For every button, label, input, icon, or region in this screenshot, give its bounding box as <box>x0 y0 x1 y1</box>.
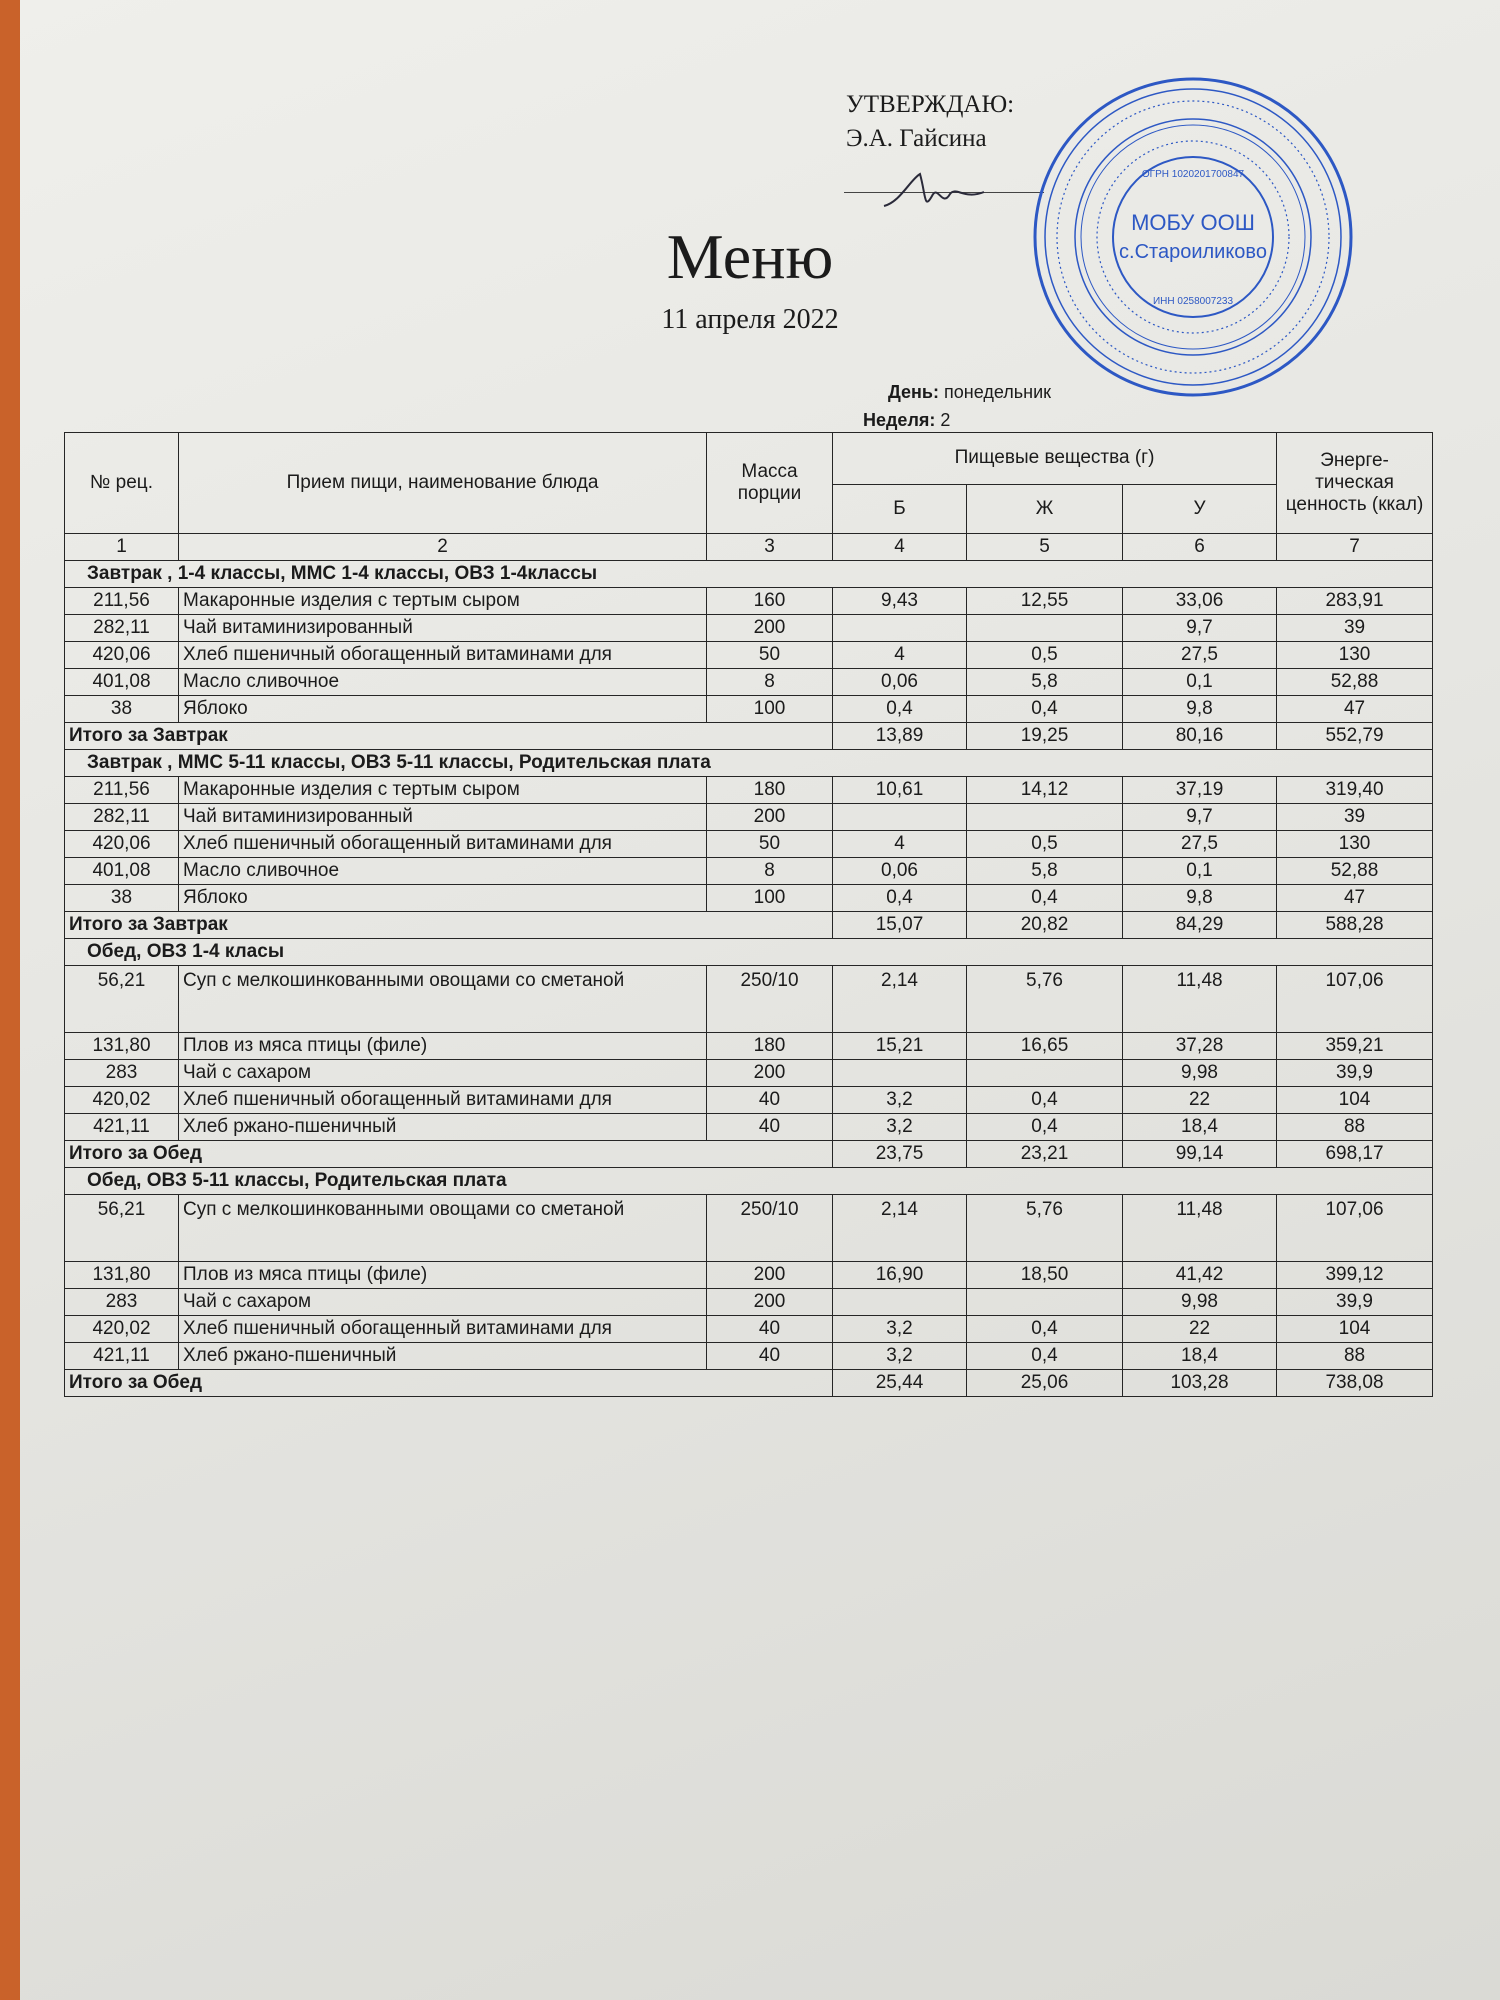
table-row <box>65 804 1433 831</box>
col-number: 6 <box>1123 534 1277 561</box>
table-row <box>65 777 1433 804</box>
total-energy: 698,17 <box>1277 1141 1433 1168</box>
protein-value <box>833 615 967 642</box>
col-header-zh: Ж <box>967 484 1123 534</box>
section-title: Обед, ОВЗ 1-4 класы <box>65 939 1433 966</box>
stamp-ring-2 <box>1045 89 1341 385</box>
recipe-number: 131,80 <box>65 1033 179 1060</box>
total-fat: 23,21 <box>967 1141 1123 1168</box>
dish-name: Хлеб пшеничный обогащенный витаминами для <box>179 1087 707 1114</box>
document-sheet <box>20 0 1500 2000</box>
stamp-ogrn: ОГРН 1020201700847 <box>1141 169 1245 180</box>
energy-value: 104 <box>1277 1316 1433 1343</box>
protein-value: 0,06 <box>833 669 967 696</box>
section-title: Завтрак , 1-4 классы, ММС 1-4 классы, ОВЗ 1-4классы <box>65 561 1433 588</box>
energy-value: 52,88 <box>1277 669 1433 696</box>
dish-name: Чай витаминизированный <box>179 615 707 642</box>
energy-value: 283,91 <box>1277 588 1433 615</box>
carb-value: 11,48 <box>1123 1195 1277 1262</box>
recipe-number: 420,02 <box>65 1087 179 1114</box>
dish-name: Масло сливочное <box>179 669 707 696</box>
total-fat: 20,82 <box>967 912 1123 939</box>
table-row <box>65 885 1433 912</box>
carb-value: 41,42 <box>1123 1262 1277 1289</box>
col-header-mass: Масса порции <box>707 433 833 534</box>
portion-mass: 250/10 <box>707 966 833 1033</box>
table-row <box>65 1289 1433 1316</box>
total-protein: 15,07 <box>833 912 967 939</box>
protein-value: 10,61 <box>833 777 967 804</box>
table-row <box>65 588 1433 615</box>
carb-value: 9,7 <box>1123 615 1277 642</box>
dish-name: Хлеб пшеничный обогащенный витаминами для <box>179 1316 707 1343</box>
recipe-number: 282,11 <box>65 615 179 642</box>
table-row <box>65 1262 1433 1289</box>
portion-mass: 200 <box>707 1289 833 1316</box>
protein-value: 3,2 <box>833 1114 967 1141</box>
day-label: День: <box>888 382 939 402</box>
recipe-number: 421,11 <box>65 1343 179 1370</box>
protein-value: 3,2 <box>833 1343 967 1370</box>
energy-value: 88 <box>1277 1114 1433 1141</box>
dish-name: Хлеб пшеничный обогащенный витаминами для <box>179 831 707 858</box>
portion-mass: 180 <box>707 1033 833 1060</box>
dish-name: Плов из мяса птицы (филе) <box>179 1033 707 1060</box>
table-row <box>65 1316 1433 1343</box>
portion-mass: 200 <box>707 1262 833 1289</box>
fat-value: 0,4 <box>967 696 1123 723</box>
protein-value: 0,06 <box>833 858 967 885</box>
energy-value: 39 <box>1277 804 1433 831</box>
recipe-number: 56,21 <box>65 1195 179 1262</box>
portion-mass: 8 <box>707 669 833 696</box>
week-label: Неделя: <box>863 410 936 430</box>
recipe-number: 420,02 <box>65 1316 179 1343</box>
carb-value: 9,98 <box>1123 1289 1277 1316</box>
total-protein: 13,89 <box>833 723 967 750</box>
fat-value <box>967 1289 1123 1316</box>
day-value: понедельник <box>944 382 1051 402</box>
dish-name: Масло сливочное <box>179 858 707 885</box>
fat-value: 0,5 <box>967 642 1123 669</box>
recipe-number: 420,06 <box>65 642 179 669</box>
fat-value: 5,8 <box>967 669 1123 696</box>
carb-value: 9,7 <box>1123 804 1277 831</box>
portion-mass: 50 <box>707 831 833 858</box>
recipe-number: 283 <box>65 1289 179 1316</box>
col-header-nutrients: Пищевые вещества (г) <box>833 433 1277 485</box>
carb-value: 27,5 <box>1123 642 1277 669</box>
table-row <box>65 1033 1433 1060</box>
col-header-u: У <box>1123 484 1277 534</box>
protein-value: 0,4 <box>833 885 967 912</box>
table-row <box>65 615 1433 642</box>
total-carb: 99,14 <box>1123 1141 1277 1168</box>
carb-value: 33,06 <box>1123 588 1277 615</box>
col-number: 7 <box>1277 534 1433 561</box>
energy-value: 52,88 <box>1277 858 1433 885</box>
energy-value: 39 <box>1277 615 1433 642</box>
table-row <box>65 858 1433 885</box>
dish-name: Чай с сахаром <box>179 1060 707 1087</box>
energy-value: 39,9 <box>1277 1060 1433 1087</box>
table-row <box>65 966 1433 1033</box>
protein-value: 0,4 <box>833 696 967 723</box>
table-row <box>65 669 1433 696</box>
col-header-name: Прием пищи, наименование блюда <box>179 433 707 534</box>
recipe-number: 38 <box>65 696 179 723</box>
column-numbers-row <box>65 534 1433 561</box>
recipe-number: 401,08 <box>65 669 179 696</box>
dish-name: Макаронные изделия с тертым сыром <box>179 588 707 615</box>
col-header-rec: № рец. <box>65 433 179 534</box>
recipe-number: 56,21 <box>65 966 179 1033</box>
energy-value: 104 <box>1277 1087 1433 1114</box>
recipe-number: 38 <box>65 885 179 912</box>
carb-value: 37,28 <box>1123 1033 1277 1060</box>
total-row <box>65 1370 1433 1397</box>
stamp-center-line1: МОБУ ООШ <box>1131 210 1255 235</box>
dish-name: Макаронные изделия с тертым сыром <box>179 777 707 804</box>
table-header-row <box>65 433 1433 485</box>
table-row <box>65 1060 1433 1087</box>
dish-name: Яблоко <box>179 885 707 912</box>
table-row <box>65 1087 1433 1114</box>
total-row <box>65 912 1433 939</box>
total-row <box>65 723 1433 750</box>
fat-value: 0,5 <box>967 831 1123 858</box>
portion-mass: 100 <box>707 696 833 723</box>
dish-name: Хлеб пшеничный обогащенный витаминами для <box>179 642 707 669</box>
col-number: 2 <box>179 534 707 561</box>
fat-value: 0,4 <box>967 1114 1123 1141</box>
total-label: Итого за Завтрак <box>65 723 833 750</box>
menu-table <box>64 432 1433 1397</box>
recipe-number: 211,56 <box>65 777 179 804</box>
portion-mass: 40 <box>707 1343 833 1370</box>
fat-value: 0,4 <box>967 1343 1123 1370</box>
total-carb: 80,16 <box>1123 723 1277 750</box>
total-energy: 738,08 <box>1277 1370 1433 1397</box>
total-energy: 552,79 <box>1277 723 1433 750</box>
energy-value: 359,21 <box>1277 1033 1433 1060</box>
carb-value: 27,5 <box>1123 831 1277 858</box>
carb-value: 37,19 <box>1123 777 1277 804</box>
portion-mass: 200 <box>707 615 833 642</box>
section-title: Обед, ОВЗ 5-11 классы, Родительская плата <box>65 1168 1433 1195</box>
section-header-row <box>65 561 1433 588</box>
dish-name: Яблоко <box>179 696 707 723</box>
col-number: 3 <box>707 534 833 561</box>
total-label: Итого за Обед <box>65 1370 833 1397</box>
portion-mass: 40 <box>707 1087 833 1114</box>
fat-value: 18,50 <box>967 1262 1123 1289</box>
protein-value <box>833 1289 967 1316</box>
protein-value: 2,14 <box>833 1195 967 1262</box>
carb-value: 9,8 <box>1123 696 1277 723</box>
carb-value: 22 <box>1123 1316 1277 1343</box>
dish-name: Суп с мелкошинкованными овощами со сметаной <box>179 1195 707 1262</box>
dish-name: Чай с сахаром <box>179 1289 707 1316</box>
fat-value: 0,4 <box>967 1316 1123 1343</box>
total-energy: 588,28 <box>1277 912 1433 939</box>
section-header-row <box>65 939 1433 966</box>
energy-value: 107,06 <box>1277 966 1433 1033</box>
carb-value: 22 <box>1123 1087 1277 1114</box>
section-header-row <box>65 1168 1433 1195</box>
fat-value <box>967 1060 1123 1087</box>
energy-value: 319,40 <box>1277 777 1433 804</box>
total-label: Итого за Обед <box>65 1141 833 1168</box>
dish-name: Чай витаминизированный <box>179 804 707 831</box>
fat-value: 5,76 <box>967 966 1123 1033</box>
table-row <box>65 831 1433 858</box>
page-title: Меню <box>666 221 834 292</box>
energy-value: 107,06 <box>1277 1195 1433 1262</box>
energy-value: 39,9 <box>1277 1289 1433 1316</box>
section-header-row <box>65 750 1433 777</box>
stamp-inn: ИНН 0258007233 <box>1152 296 1234 307</box>
approver-name: Э.А. Гайсина <box>846 125 987 152</box>
protein-value: 3,2 <box>833 1087 967 1114</box>
carb-value: 18,4 <box>1123 1114 1277 1141</box>
protein-value <box>833 804 967 831</box>
col-number: 1 <box>65 534 179 561</box>
recipe-number: 211,56 <box>65 588 179 615</box>
section-title: Завтрак , ММС 5-11 классы, ОВЗ 5-11 классы, Родительская плата <box>65 750 1433 777</box>
energy-value: 130 <box>1277 831 1433 858</box>
col-header-b: Б <box>833 484 967 534</box>
portion-mass: 40 <box>707 1316 833 1343</box>
col-header-energy: Энерге-тическая ценность (ккал) <box>1277 433 1433 534</box>
total-protein: 25,44 <box>833 1370 967 1397</box>
total-fat: 25,06 <box>967 1370 1123 1397</box>
week-value: 2 <box>940 410 951 430</box>
total-protein: 23,75 <box>833 1141 967 1168</box>
total-carb: 103,28 <box>1123 1370 1277 1397</box>
portion-mass: 180 <box>707 777 833 804</box>
carb-value: 18,4 <box>1123 1343 1277 1370</box>
fat-value: 0,4 <box>967 1087 1123 1114</box>
protein-value: 16,90 <box>833 1262 967 1289</box>
carb-value: 9,8 <box>1123 885 1277 912</box>
carb-value: 0,1 <box>1123 858 1277 885</box>
dish-name: Хлеб ржано-пшеничный <box>179 1343 707 1370</box>
protein-value: 9,43 <box>833 588 967 615</box>
approval-block <box>846 88 1014 156</box>
col-number: 4 <box>833 534 967 561</box>
portion-mass: 100 <box>707 885 833 912</box>
protein-value: 3,2 <box>833 1316 967 1343</box>
portion-mass: 160 <box>707 588 833 615</box>
recipe-number: 401,08 <box>65 858 179 885</box>
recipe-number: 282,11 <box>65 804 179 831</box>
table-row <box>65 696 1433 723</box>
recipe-number: 420,06 <box>65 831 179 858</box>
stamp-text-ring-outer <box>1057 101 1329 373</box>
energy-value: 47 <box>1277 885 1433 912</box>
table-row <box>65 1114 1433 1141</box>
portion-mass: 8 <box>707 858 833 885</box>
total-row <box>65 1141 1433 1168</box>
dish-name: Плов из мяса птицы (филе) <box>179 1262 707 1289</box>
protein-value: 4 <box>833 831 967 858</box>
fat-value <box>967 804 1123 831</box>
recipe-number: 421,11 <box>65 1114 179 1141</box>
stamp-center-line2: с.Староиликово <box>1119 241 1267 263</box>
menu-date: 11 апреля 2022 <box>661 304 839 335</box>
fat-value: 16,65 <box>967 1033 1123 1060</box>
portion-mass: 40 <box>707 1114 833 1141</box>
energy-value: 88 <box>1277 1343 1433 1370</box>
fat-value: 14,12 <box>967 777 1123 804</box>
energy-value: 130 <box>1277 642 1433 669</box>
table-row <box>65 1195 1433 1262</box>
portion-mass: 200 <box>707 804 833 831</box>
energy-value: 399,12 <box>1277 1262 1433 1289</box>
energy-value: 47 <box>1277 696 1433 723</box>
dish-name: Хлеб ржано-пшеничный <box>179 1114 707 1141</box>
fat-value: 12,55 <box>967 588 1123 615</box>
carb-value: 9,98 <box>1123 1060 1277 1087</box>
stamp-ring-4 <box>1081 125 1305 349</box>
table-row <box>65 1343 1433 1370</box>
fat-value <box>967 615 1123 642</box>
week-field <box>863 410 950 431</box>
stamp-ring-3 <box>1075 119 1311 355</box>
fat-value: 0,4 <box>967 885 1123 912</box>
portion-mass: 200 <box>707 1060 833 1087</box>
fat-value: 5,76 <box>967 1195 1123 1262</box>
total-label: Итого за Завтрак <box>65 912 833 939</box>
portion-mass: 50 <box>707 642 833 669</box>
stamp-seal <box>1028 72 1358 402</box>
protein-value: 4 <box>833 642 967 669</box>
signature-icon <box>880 166 990 216</box>
col-number: 5 <box>967 534 1123 561</box>
recipe-number: 283 <box>65 1060 179 1087</box>
portion-mass: 250/10 <box>707 1195 833 1262</box>
total-fat: 19,25 <box>967 723 1123 750</box>
menu-table-body <box>65 433 1433 1397</box>
total-carb: 84,29 <box>1123 912 1277 939</box>
carb-value: 0,1 <box>1123 669 1277 696</box>
protein-value: 2,14 <box>833 966 967 1033</box>
table-row <box>65 642 1433 669</box>
protein-value <box>833 1060 967 1087</box>
protein-value: 15,21 <box>833 1033 967 1060</box>
dish-name: Суп с мелкошинкованными овощами со сметаной <box>179 966 707 1033</box>
day-field <box>888 382 1051 403</box>
approval-label: УТВЕРЖДАЮ: <box>846 91 1015 118</box>
stamp-outer-ring <box>1035 79 1351 395</box>
recipe-number: 131,80 <box>65 1262 179 1289</box>
carb-value: 11,48 <box>1123 966 1277 1033</box>
fat-value: 5,8 <box>967 858 1123 885</box>
stamp-inner-ring <box>1113 157 1273 317</box>
